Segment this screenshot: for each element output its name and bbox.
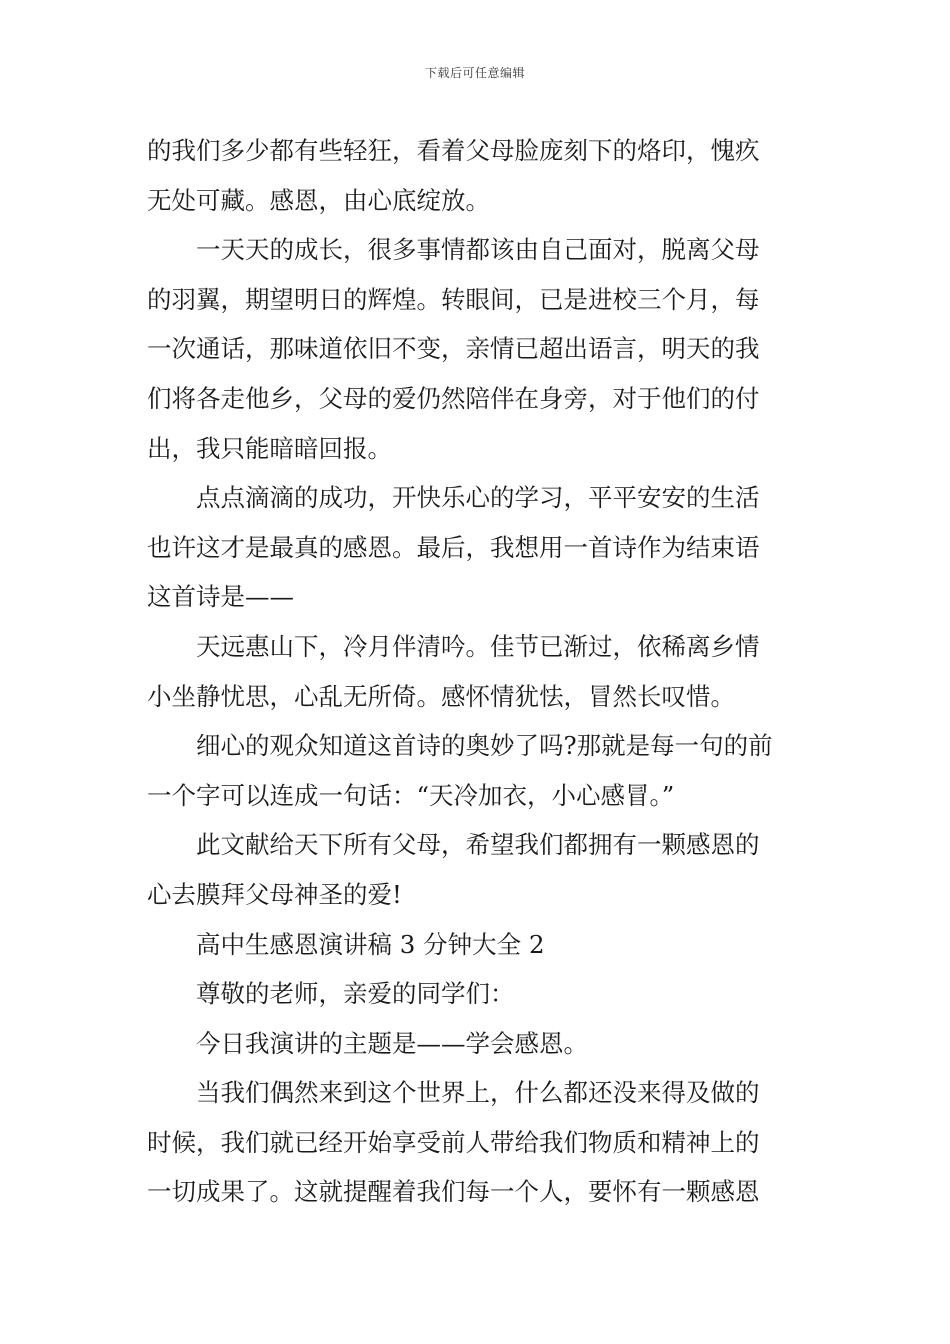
text-line: 细心的观众知道这首诗的奥妙了吗?那就是每一句的前	[196, 731, 773, 761]
text-line: 高中生感恩演讲稿 3 分钟大全 2	[196, 929, 545, 959]
text-line: 当我们偶然来到这个世界上，什么都还没来得及做的	[196, 1078, 760, 1108]
text-line: 的羽翼，期望明日的辉煌。转眼间，已是进校三个月，每	[147, 284, 760, 314]
document-body	[147, 126, 807, 1217]
text-line: 也许这才是最真的感恩。最后，我想用一首诗作为结束语	[147, 532, 760, 562]
page-header: 下载后可任意编辑	[424, 66, 525, 80]
text-line: 一个字可以连成一句话：“天冷加衣，小心感冒。”	[147, 780, 675, 810]
text-line: 的我们多少都有些轻狂，看着父母脸庞刻下的烙印，愧疚	[147, 136, 760, 165]
text-line: 无处可藏。感恩，由心底绽放。	[147, 185, 490, 215]
text-line: 心去膜拜父母神圣的爱!	[147, 879, 402, 909]
text-line: 天远惠山下，冷月伴清吟。佳节已渐过，依稀离乡情	[196, 631, 760, 661]
text-line: 们将各走他乡，父母的爱仍然陪伴在身旁，对于他们的付	[147, 383, 760, 413]
text-line: 这首诗是——	[147, 582, 294, 612]
text-line: 尊敬的老师，亲爱的同学们：	[196, 979, 515, 1009]
text-line: 一次通话，那味道依旧不变，亲情已超出语言，明天的我	[147, 334, 760, 364]
text-line: 点点滴滴的成功，开快乐心的学习，平平安安的生活	[196, 483, 760, 513]
text-line: 此文献给天下所有父母，希望我们都拥有一颗感恩的	[196, 830, 760, 860]
text-line: 一切成果了。这就提醒着我们每一个人，要怀有一颗感恩	[147, 1177, 760, 1207]
text-line: 小坐静忧思，心乱无所倚。感怀情犹怯，冒然长叹惜。	[147, 681, 735, 711]
text-line: 时候，我们就已经开始享受前人带给我们物质和精神上的	[147, 1127, 760, 1157]
text-line: 一天天的成长，很多事情都该由自己面对，脱离父母	[196, 235, 760, 265]
text-line: 今日我演讲的主题是——学会感恩。	[196, 1028, 588, 1058]
text-line: 出，我只能暗暗回报。	[147, 433, 392, 463]
